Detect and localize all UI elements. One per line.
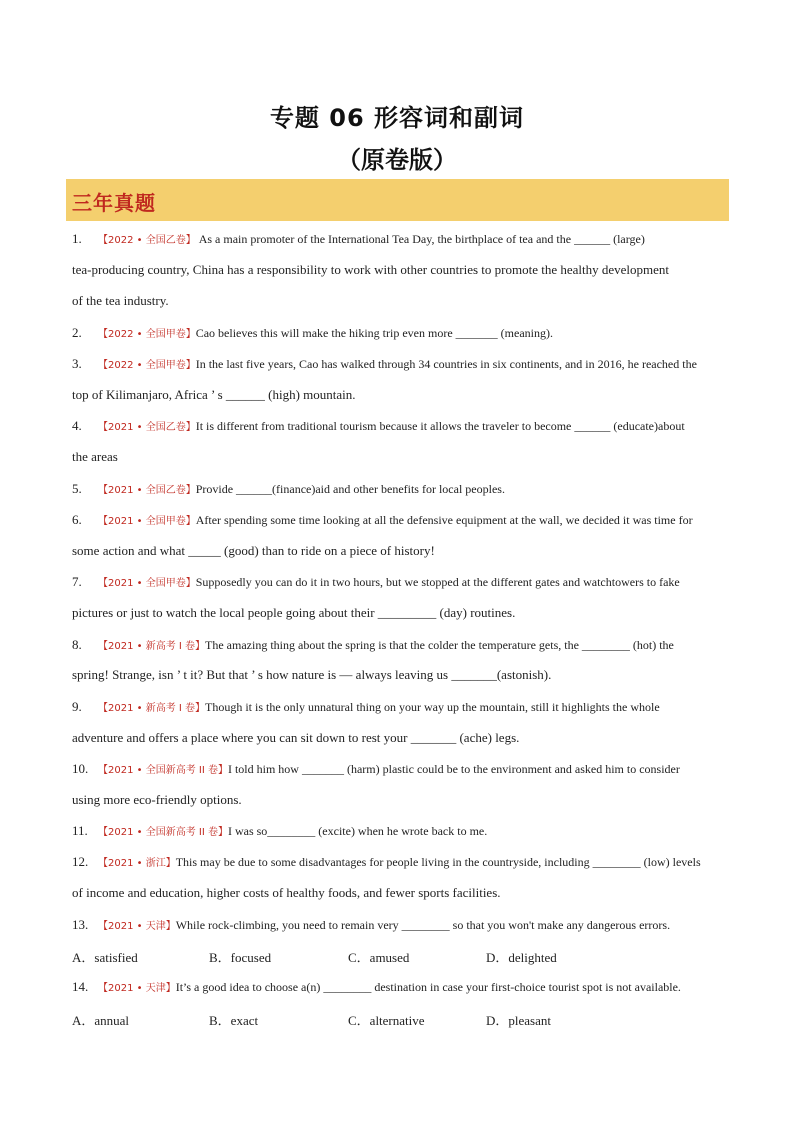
question-number: 10.	[72, 761, 89, 776]
question-source-tag: 【2021 • 新高考 I 卷】	[98, 641, 206, 652]
question-text: After spending some time looking at all the defensive equipment at the wall, we decided it was time for	[195, 513, 693, 527]
question-source-tag: 【2022 • 全国甲卷】	[98, 360, 196, 371]
question-13	[72, 909, 732, 942]
question-number: 8.	[72, 637, 82, 652]
question-source-tag: 【2021 • 全国甲卷】	[98, 578, 196, 589]
question-2	[72, 317, 732, 350]
page-subtitle: （原卷版）	[337, 146, 457, 174]
question-text-continued: top of Kilimanjaro, Africa ’ s ______ (high) mountain.	[72, 387, 356, 402]
question-5	[72, 473, 732, 506]
question-number: 13.	[72, 917, 89, 932]
question-source-tag: 【2021 • 天津】	[98, 983, 176, 994]
question-text-continued: using more eco-friendly options.	[72, 792, 242, 807]
question-1	[72, 223, 732, 256]
question-8	[72, 629, 732, 662]
question-text-continued: the areas	[72, 449, 118, 464]
option-b[interactable]: B．focused	[209, 950, 272, 965]
question-number: 3.	[72, 356, 82, 371]
question-number: 6.	[72, 512, 82, 527]
question-source-tag: 【2021 • 全国乙卷】	[98, 485, 196, 496]
option-a[interactable]: A．annual	[72, 1013, 130, 1028]
question-number: 5.	[72, 481, 82, 496]
question-source-tag: 【2021 • 天津】	[98, 921, 176, 932]
question-text: While rock-climbing, you need to remain very ________ so that you won't make any dangerous errors.	[175, 918, 671, 932]
question-text: Supposedly you can do it in two hours, but we stopped at the different gates and watchtowers to fake	[195, 575, 680, 589]
question-14	[72, 971, 732, 1004]
question-text: I told him how _______ (harm) plastic could be to the environment and asked him to consider	[227, 762, 680, 776]
question-source-tag: 【2021 • 新高考 I 卷】	[98, 703, 206, 714]
question-number: 14.	[72, 979, 89, 994]
question-text-continued: pictures or just to watch the local people going about their _________ (day) routines.	[72, 605, 516, 620]
question-6	[72, 504, 732, 537]
question-text-continued: adventure and offers a place where you can sit down to rest your _______ (ache) legs.	[72, 730, 520, 745]
question-number: 4.	[72, 418, 82, 433]
question-number: 9.	[72, 699, 82, 714]
question-11	[72, 815, 732, 848]
question-text: Provide ______(finance)aid and other benefits for local peoples.	[195, 482, 505, 496]
question-text: As a main promoter of the International Tea Day, the birthplace of tea and the ______ (large)	[195, 232, 645, 246]
option-d[interactable]: D．pleasant	[486, 1013, 551, 1028]
question-text: The amazing thing about the spring is that the colder the temperature gets, the ________ (hot) the	[205, 638, 674, 652]
question-10	[72, 753, 732, 786]
question-text-continued: tea-producing country, China has a responsibility to work with other countries to promote the healthy development	[72, 262, 670, 277]
page-title: 专题 06 形容词和副词	[269, 104, 525, 132]
option-b[interactable]: B．exact	[209, 1013, 259, 1028]
option-c[interactable]: C．amused	[348, 950, 410, 965]
option-c[interactable]: C．alternative	[348, 1013, 425, 1028]
question-text-continued: some action and what _____ (good) than to ride on a piece of history!	[72, 543, 435, 558]
section-banner	[66, 179, 729, 221]
question-text: It is different from traditional tourism because it allows the traveler to become ______ (educate)about	[195, 419, 685, 433]
question-text: It’s a good idea to choose a(n) ________ destination in case your first-choice tourist spot is not available.	[175, 980, 681, 994]
option-a[interactable]: A．satisfied	[72, 950, 138, 965]
question-text: I was so________ (excite) when he wrote back to me.	[227, 824, 488, 838]
question-source-tag: 【2021 • 浙江】	[98, 858, 176, 869]
question-text-continued: spring! Strange, isn ’ t it? But that ’ s how nature is — always leaving us _______(astonish).	[72, 667, 552, 682]
question-text-continued: of the tea industry.	[72, 293, 169, 308]
question-source-tag: 【2021 • 全国新高考 II 卷】	[98, 765, 228, 776]
question-number: 12.	[72, 854, 89, 869]
question-4	[72, 410, 732, 443]
question-7	[72, 566, 732, 599]
section-label: 三年真题	[72, 191, 156, 215]
question-text: Cao believes this will make the hiking trip even more _______ (meaning).	[195, 326, 553, 340]
question-number: 2.	[72, 325, 82, 340]
option-d[interactable]: D．delighted	[486, 950, 557, 965]
question-source-tag: 【2021 • 全国乙卷】	[98, 422, 196, 433]
question-source-tag: 【2021 • 全国新高考 II 卷】	[98, 827, 228, 838]
question-number: 7.	[72, 574, 82, 589]
question-12	[72, 846, 732, 879]
question-number: 1.	[72, 231, 82, 246]
question-text-continued: of income and education, higher costs of healthy foods, and fewer sports facilities.	[72, 885, 501, 900]
question-3	[72, 348, 732, 381]
question-source-tag: 【2021 • 全国甲卷】	[98, 516, 196, 527]
question-text: This may be due to some disadvantages for people living in the countryside, including ________ (low) levels	[175, 855, 701, 869]
question-text: Though it is the only unnatural thing on your way up the mountain, still it highlights the whole	[205, 700, 660, 714]
question-source-tag: 【2022 • 全国甲卷】	[98, 329, 196, 340]
question-number: 11.	[72, 823, 88, 838]
question-source-tag: 【2022 • 全国乙卷】	[98, 235, 196, 246]
question-9	[72, 691, 732, 724]
question-text: In the last five years, Cao has walked through 34 countries in six continents, and in 2016, he reached the	[195, 357, 697, 371]
